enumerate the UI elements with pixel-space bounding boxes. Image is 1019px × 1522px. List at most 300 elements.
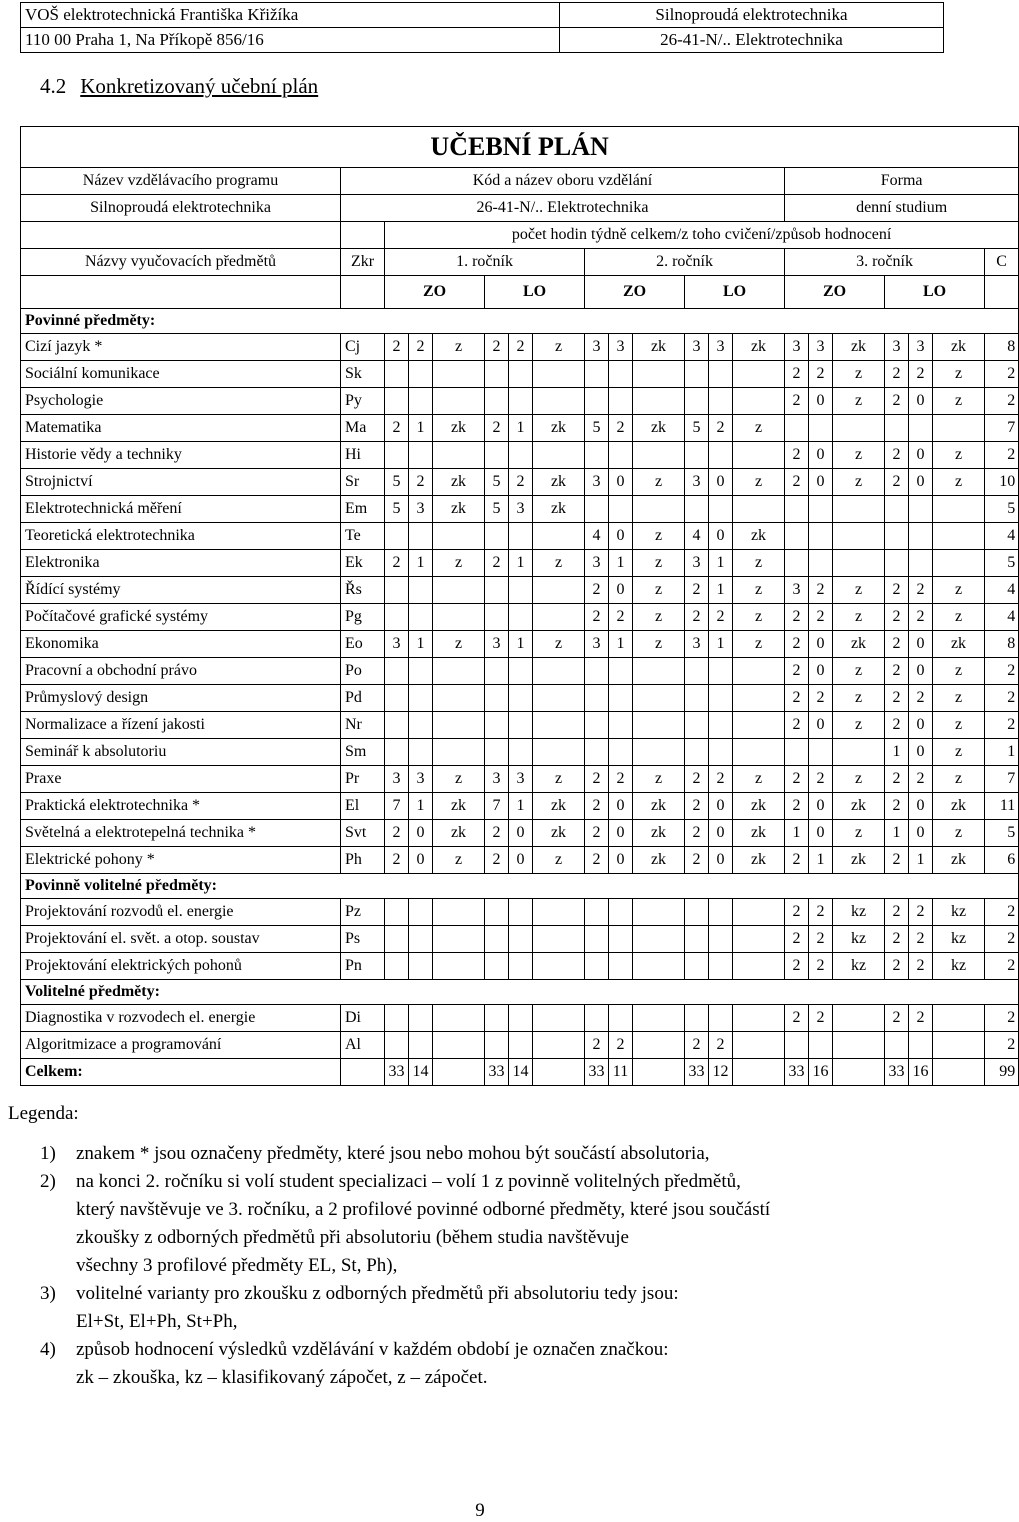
hours-cell: 0: [709, 469, 733, 496]
hours-cell: [585, 953, 609, 980]
hours-cell: 2: [785, 361, 809, 388]
hours-cell: 2: [685, 577, 709, 604]
hours-cell: [409, 712, 433, 739]
table-row: [21, 1032, 1019, 1059]
hours-cell: zk: [633, 793, 685, 820]
hours-cell: 5: [485, 496, 509, 523]
legend-item: [40, 1140, 950, 1168]
hours-cell: [709, 388, 733, 415]
hours-cell: z: [933, 820, 985, 847]
hours-cell: 2: [709, 604, 733, 631]
hours-cell: 2: [585, 604, 609, 631]
table-row: [21, 820, 1019, 847]
hours-cell: [809, 496, 833, 523]
hours-cell: 1: [885, 820, 909, 847]
hours-cell: 2: [609, 1032, 633, 1059]
subject-abbr: Sk: [341, 361, 385, 388]
hours-cell: [885, 1032, 909, 1059]
hours-cell: [733, 1032, 785, 1059]
hours-cell: [509, 577, 533, 604]
hours-cell: [385, 1032, 409, 1059]
hours-cell: zk: [533, 415, 585, 442]
hours-cell: [933, 1005, 985, 1032]
subject-abbr: Eo: [341, 631, 385, 658]
hours-cell: [509, 1005, 533, 1032]
subject-abbr: Ek: [341, 550, 385, 577]
hours-cell: [585, 899, 609, 926]
hours-cell: 2: [485, 820, 509, 847]
hours-cell: [633, 685, 685, 712]
empty-cell: [21, 222, 341, 249]
table-row: [21, 604, 1019, 631]
hours-cell: 0: [809, 442, 833, 469]
subject-abbr: Sm: [341, 739, 385, 766]
hours-cell: [585, 658, 609, 685]
empty-cell: [985, 276, 1019, 309]
hours-cell: [709, 658, 733, 685]
hours-cell: 2: [885, 469, 909, 496]
hours-cell: z: [833, 685, 885, 712]
hours-cell: [709, 685, 733, 712]
hours-cell: [409, 442, 433, 469]
hours-cell: 2: [785, 685, 809, 712]
hours-cell: z: [533, 334, 585, 361]
subject-abbr: Ps: [341, 926, 385, 953]
hours-cell: [733, 712, 785, 739]
hours-cell: z: [633, 469, 685, 496]
hours-cell: [533, 442, 585, 469]
hours-cell: 3: [385, 766, 409, 793]
hours-cell: [485, 577, 509, 604]
hours-cell: 2: [909, 766, 933, 793]
hours-cell: kz: [933, 926, 985, 953]
hours-cell: 2: [885, 604, 909, 631]
hours-cell: [433, 577, 485, 604]
hours-cell: [709, 442, 733, 469]
hours-cell: 0: [909, 388, 933, 415]
hours-cell: z: [933, 604, 985, 631]
hours-cell: z: [933, 766, 985, 793]
subject-abbr: Di: [341, 1005, 385, 1032]
subject-total: 2: [985, 685, 1019, 712]
legend-item-number: 2): [40, 1171, 56, 1192]
hours-cell: [685, 388, 709, 415]
hours-cell: [509, 899, 533, 926]
table-row: [21, 496, 1019, 523]
subject-abbr: El: [341, 793, 385, 820]
hours-cell: [909, 523, 933, 550]
subject-total: 2: [985, 442, 1019, 469]
hours-cell: [409, 739, 433, 766]
hours-cell: 2: [785, 469, 809, 496]
hours-cell: [785, 550, 809, 577]
subject-abbr: Py: [341, 388, 385, 415]
subject-name: Řídící systémy: [21, 577, 341, 604]
hours-cell: 2: [885, 361, 909, 388]
hours-cell: [709, 953, 733, 980]
hours-cell: [485, 685, 509, 712]
term-label: ZO: [585, 276, 685, 309]
form-value: denní studium: [785, 195, 1019, 222]
hours-cell: [409, 658, 433, 685]
subject-name: Elektrotechnická měření: [21, 496, 341, 523]
hours-cell: zk: [933, 847, 985, 874]
hours-cell: [709, 361, 733, 388]
hours-cell: [433, 926, 485, 953]
hours-cell: 3: [409, 496, 433, 523]
subject-abbr: Pg: [341, 604, 385, 631]
hours-cell: [833, 1032, 885, 1059]
hours-cell: 2: [885, 442, 909, 469]
hours-cell: 3: [685, 469, 709, 496]
hours-cell: z: [933, 685, 985, 712]
subject-name: Pracovní a obchodní právo: [21, 658, 341, 685]
label-form: Forma: [785, 168, 1019, 195]
subject-name: Ekonomika: [21, 631, 341, 658]
year-label: 2. ročník: [585, 249, 785, 276]
hours-cell: [885, 496, 909, 523]
hours-cell: z: [833, 442, 885, 469]
hours-cell: [433, 388, 485, 415]
hours-cell: z: [833, 388, 885, 415]
hours-cell: [509, 604, 533, 631]
hours-cell: [733, 685, 785, 712]
hours-cell: [609, 926, 633, 953]
hours-cell: 3: [585, 334, 609, 361]
hours-cell: [509, 442, 533, 469]
subject-total: 5: [985, 550, 1019, 577]
header-address: 110 00 Praha 1, Na Příkopě 856/16: [21, 28, 560, 53]
hours-cell: z: [533, 847, 585, 874]
total-practice: 12: [709, 1059, 733, 1086]
hours-cell: [685, 926, 709, 953]
hours-cell: 2: [885, 766, 909, 793]
subject-abbr: Pr: [341, 766, 385, 793]
section-number: 4.2: [40, 74, 67, 98]
header-school: VOŠ elektrotechnická Františka Křižíka: [21, 3, 560, 28]
hours-cell: 1: [509, 550, 533, 577]
empty-cell: [21, 276, 341, 309]
hours-cell: zk: [733, 793, 785, 820]
hours-cell: zk: [933, 334, 985, 361]
subject-name: Strojnictví: [21, 469, 341, 496]
hours-cell: 3: [509, 766, 533, 793]
hours-cell: z: [933, 577, 985, 604]
hours-cell: [585, 685, 609, 712]
hours-cell: [509, 685, 533, 712]
hours-cell: [385, 739, 409, 766]
hours-cell: 7: [385, 793, 409, 820]
table-row: [21, 739, 1019, 766]
hours-cell: 2: [809, 899, 833, 926]
hours-cell: [509, 953, 533, 980]
hours-cell: z: [733, 631, 785, 658]
table-row: [21, 953, 1019, 980]
hours-cell: 3: [685, 550, 709, 577]
hours-cell: 2: [809, 926, 833, 953]
hours-cell: z: [633, 523, 685, 550]
subject-abbr: Pz: [341, 899, 385, 926]
hours-cell: [533, 523, 585, 550]
subject-name: Psychologie: [21, 388, 341, 415]
term-label: LO: [685, 276, 785, 309]
hours-cell: 0: [509, 820, 533, 847]
hours-cell: [533, 685, 585, 712]
table-row: [21, 334, 1019, 361]
subject-name: Diagnostika v rozvodech el. energie: [21, 1005, 341, 1032]
subject-name: Praxe: [21, 766, 341, 793]
table-row: [21, 899, 1019, 926]
subject-abbr: Po: [341, 658, 385, 685]
subject-name: Normalizace a řízení jakosti: [21, 712, 341, 739]
subject-name: Projektování elektrických pohonů: [21, 953, 341, 980]
hours-cell: [933, 523, 985, 550]
subject-abbr: Pn: [341, 953, 385, 980]
hours-cell: zk: [933, 631, 985, 658]
subject-name: Světelná a elektrotepelná technika *: [21, 820, 341, 847]
hours-cell: 2: [885, 712, 909, 739]
subject-abbr: Nr: [341, 712, 385, 739]
hours-cell: zk: [733, 847, 785, 874]
hours-cell: [585, 926, 609, 953]
total-hours: 33: [485, 1059, 509, 1086]
hours-cell: [933, 415, 985, 442]
hours-cell: 0: [809, 631, 833, 658]
hours-cell: 0: [609, 577, 633, 604]
table-row: [21, 793, 1019, 820]
hours-cell: 2: [585, 577, 609, 604]
hours-cell: z: [633, 766, 685, 793]
hours-cell: 1: [709, 577, 733, 604]
hours-cell: [433, 899, 485, 926]
hours-cell: 2: [409, 469, 433, 496]
hours-cell: [533, 1005, 585, 1032]
empty-cell: [733, 1059, 785, 1086]
hours-cell: 3: [685, 631, 709, 658]
hours-cell: [733, 442, 785, 469]
total-practice: 11: [609, 1059, 633, 1086]
subject-total: 6: [985, 847, 1019, 874]
subject-name: Cizí jazyk *: [21, 334, 341, 361]
hours-cell: [385, 361, 409, 388]
hours-cell: 5: [485, 469, 509, 496]
subject-abbr: Al: [341, 1032, 385, 1059]
hours-cell: [533, 604, 585, 631]
hours-cell: 2: [885, 847, 909, 874]
subject-name: Projektování el. svět. a otop. soustav: [21, 926, 341, 953]
legend: [40, 1140, 950, 1392]
hours-cell: 2: [385, 550, 409, 577]
hours-cell: [385, 953, 409, 980]
hours-cell: z: [833, 577, 885, 604]
empty-cell: [341, 1059, 385, 1086]
hours-cell: z: [733, 604, 785, 631]
hours-cell: [385, 388, 409, 415]
hours-cell: 2: [809, 766, 833, 793]
hours-cell: [533, 361, 585, 388]
hours-cell: 2: [909, 1005, 933, 1032]
category-label: Povinně volitelné předměty:: [21, 874, 1019, 899]
table-row: [21, 550, 1019, 577]
hours-cell: 2: [709, 1032, 733, 1059]
table-row: [21, 685, 1019, 712]
hours-cell: [609, 739, 633, 766]
hours-cell: [385, 926, 409, 953]
table-row: [21, 658, 1019, 685]
hours-cell: z: [933, 469, 985, 496]
hours-cell: 0: [709, 847, 733, 874]
hours-cell: z: [433, 766, 485, 793]
hours-cell: [709, 739, 733, 766]
hours-cell: 2: [909, 361, 933, 388]
subject-name: Počítačové grafické systémy: [21, 604, 341, 631]
hours-cell: 2: [785, 847, 809, 874]
legend-item-line: volitelné varianty pro zkoušku z odborných předmětů při absolutoriu tedy jsou:: [76, 1283, 679, 1304]
subject-name: Praktická elektrotechnika *: [21, 793, 341, 820]
hours-cell: [509, 712, 533, 739]
subject-abbr: Sr: [341, 469, 385, 496]
hours-cell: 2: [509, 334, 533, 361]
hours-cell: [785, 415, 809, 442]
hours-cell: 2: [485, 847, 509, 874]
hours-cell: 2: [485, 334, 509, 361]
hours-cell: z: [933, 739, 985, 766]
header-program: Silnoproudá elektrotechnika: [559, 3, 943, 28]
category-label: Volitelné předměty:: [21, 980, 1019, 1005]
table-row: [21, 168, 1019, 195]
table-row: [21, 249, 1019, 276]
hours-cell: 0: [809, 820, 833, 847]
subject-name: Elektrické pohony *: [21, 847, 341, 874]
table-row: [21, 523, 1019, 550]
legend-item: [40, 1336, 950, 1392]
hours-cell: [633, 953, 685, 980]
hours-cell: [633, 1005, 685, 1032]
hours-cell: [733, 739, 785, 766]
table-row: [21, 127, 1019, 168]
legend-item-line: na konci 2. ročníku si volí student specializaci – volí 1 z povinně volitelných předmětů,: [76, 1171, 741, 1192]
hours-cell: 2: [785, 388, 809, 415]
hours-cell: zk: [533, 469, 585, 496]
subject-name: Projektování rozvodů el. energie: [21, 899, 341, 926]
hours-cell: z: [933, 712, 985, 739]
hours-cell: [533, 388, 585, 415]
plan-title: UČEBNÍ PLÁN: [21, 127, 1019, 168]
table-row: [21, 222, 1019, 249]
subject-total: 4: [985, 604, 1019, 631]
hours-cell: [433, 1032, 485, 1059]
hours-cell: 2: [609, 415, 633, 442]
hours-cell: 2: [885, 685, 909, 712]
category-label: Povinné předměty:: [21, 309, 1019, 334]
hours-cell: [585, 739, 609, 766]
hours-cell: [733, 361, 785, 388]
subject-abbr: Hi: [341, 442, 385, 469]
hours-cell: [609, 442, 633, 469]
document-header: [20, 2, 944, 53]
subject-abbr: Em: [341, 496, 385, 523]
hours-cell: [485, 1005, 509, 1032]
hours-cell: 2: [685, 1032, 709, 1059]
hours-cell: [409, 361, 433, 388]
subject-total: 2: [985, 926, 1019, 953]
hours-cell: 3: [785, 577, 809, 604]
table-row: [21, 388, 1019, 415]
hours-cell: 3: [585, 469, 609, 496]
hours-cell: 0: [909, 469, 933, 496]
hours-cell: [533, 739, 585, 766]
hours-cell: 2: [485, 415, 509, 442]
hours-cell: z: [433, 550, 485, 577]
hours-cell: [485, 712, 509, 739]
legend-item-number: 4): [40, 1339, 56, 1360]
hours-cell: [809, 1032, 833, 1059]
hours-cell: [533, 658, 585, 685]
hours-cell: [909, 550, 933, 577]
subject-total: 10: [985, 469, 1019, 496]
hours-cell: [885, 550, 909, 577]
hours-cell: 1: [609, 550, 633, 577]
hours-cell: [733, 1005, 785, 1032]
grand-total: 99: [985, 1059, 1019, 1086]
hours-cell: 0: [409, 847, 433, 874]
hours-cell: [785, 1032, 809, 1059]
table-row: [21, 442, 1019, 469]
total-practice: 14: [409, 1059, 433, 1086]
hours-cell: zk: [733, 523, 785, 550]
subject-total: 4: [985, 577, 1019, 604]
hours-cell: 2: [585, 793, 609, 820]
label-program: Název vzdělávacího programu: [21, 168, 341, 195]
hours-cell: [509, 739, 533, 766]
hours-cell: [633, 712, 685, 739]
program-value: Silnoproudá elektrotechnika: [21, 195, 341, 222]
hours-cell: [385, 899, 409, 926]
hours-cell: [633, 1032, 685, 1059]
hours-cell: 2: [585, 1032, 609, 1059]
hours-cell: [433, 953, 485, 980]
hours-cell: 3: [885, 334, 909, 361]
hours-cell: z: [833, 712, 885, 739]
hours-cell: 2: [785, 658, 809, 685]
hours-cell: 0: [809, 388, 833, 415]
table-row: [21, 577, 1019, 604]
hours-cell: 1: [509, 415, 533, 442]
hours-cell: z: [833, 820, 885, 847]
hours-cell: 1: [409, 550, 433, 577]
hours-cell: [385, 577, 409, 604]
hours-label: počet hodin týdně celkem/z toho cvičení/způsob hodnocení: [385, 222, 1019, 249]
empty-cell: [933, 1059, 985, 1086]
hours-cell: zk: [433, 415, 485, 442]
hours-cell: 2: [909, 577, 933, 604]
hours-cell: [409, 604, 433, 631]
hours-cell: [385, 604, 409, 631]
hours-cell: [885, 523, 909, 550]
hours-cell: 2: [485, 550, 509, 577]
hours-cell: 3: [585, 550, 609, 577]
total-row-label: Celkem:: [21, 1059, 341, 1086]
hours-cell: 2: [809, 685, 833, 712]
subject-name: Sociální komunikace: [21, 361, 341, 388]
total-hours: 33: [385, 1059, 409, 1086]
abbr-label: Zkr: [341, 249, 385, 276]
hours-cell: 2: [785, 793, 809, 820]
table-row: [21, 276, 1019, 309]
hours-cell: 0: [809, 712, 833, 739]
hours-cell: [585, 712, 609, 739]
table-row: [21, 195, 1019, 222]
